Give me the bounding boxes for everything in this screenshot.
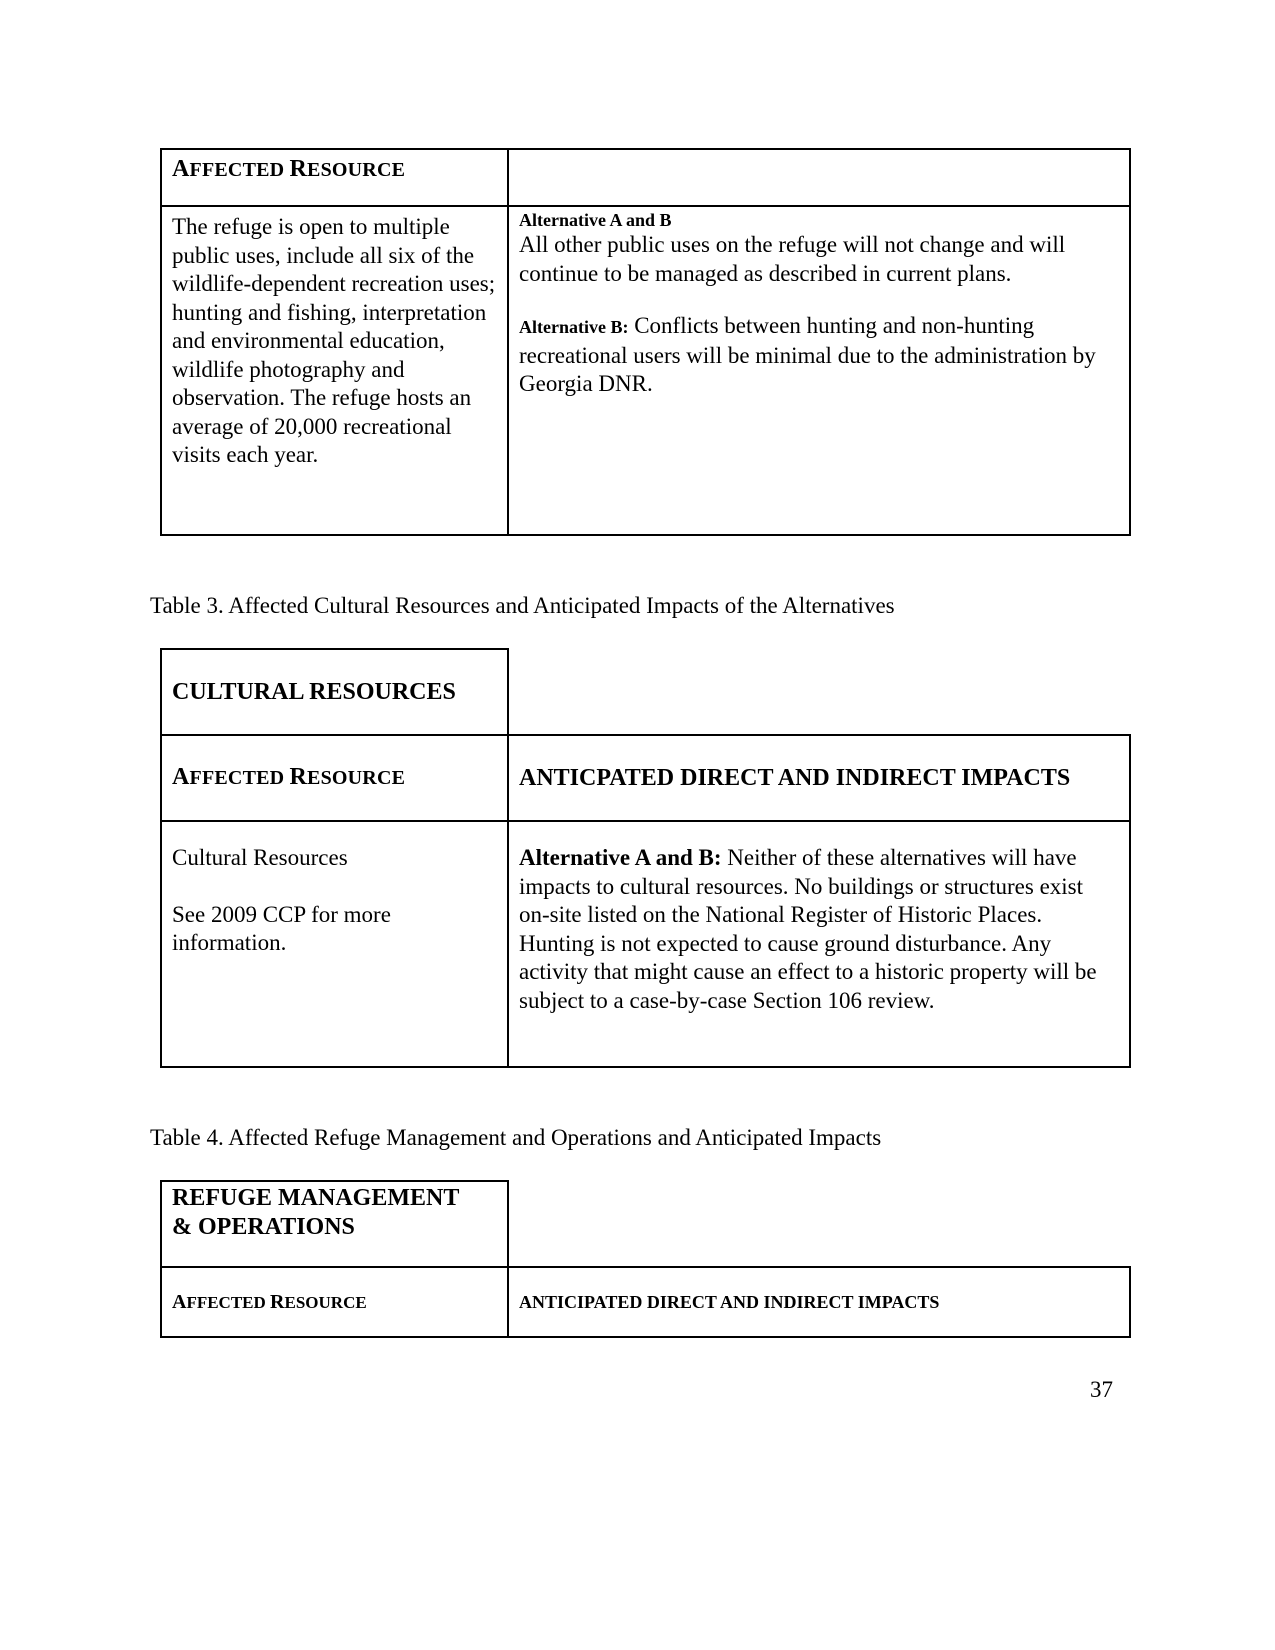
table4-caption: Table 4. Affected Refuge Management and Operations and Anticipated Impacts [150, 1125, 882, 1150]
page-number: 37 [1090, 1377, 1113, 1402]
affected-resource-header: AFFECTED RESOURCE [161, 149, 508, 206]
refuge-management-table [160, 1180, 1131, 1338]
cultural-resources-table [160, 648, 1131, 1068]
impacts-header-empty [508, 149, 1130, 206]
alt-b-paragraph [519, 312, 1119, 399]
cultural-resources-title-cell [161, 649, 508, 735]
alt-b-text: Conflicts between hunting and non-hunting recreational users will be minimal due to the administration by Georgia DNR. [519, 313, 1096, 396]
cultural-impacts-header: ANTICPATED DIRECT AND INDIRECT IMPACTS [508, 735, 1130, 821]
cultural-resources-title: CULTURAL RESOURCES [172, 678, 456, 705]
public-use-resource-cell [161, 206, 508, 535]
cultural-alt-label: Alternative A and B: [519, 845, 722, 870]
affected-resource-header: AFFECTED RESOURCE [161, 1267, 508, 1337]
cultural-title-empty [508, 649, 1130, 735]
affected-resource-header: AFFECTED RESOURCE [161, 735, 508, 821]
alt-ab-text: All other public uses on the refuge will not change and will continue to be managed as described in current plans. [519, 232, 1066, 286]
cultural-impacts-cell [508, 821, 1130, 1067]
cultural-alt-text: Neither of these alternatives will have impacts to cultural resources. No buildings or structures exist on-site listed on the National Register of Historic Places. Hunting is not expected to cause ground disturbance. Any activity that might cause an effect to a historic property will be subject to a case-by-case Section 106 review. [519, 845, 1097, 1013]
alt-ab-label: Alternative A and B [519, 210, 672, 230]
public-use-description: The refuge is open to multiple public uses, include all six of the wildlife-dependent recreation uses; hunting and fishing, interpretation and environmental education, wildlife photography and observation. The refuge hosts an average of 20,000 recreational visits each year. [172, 214, 496, 467]
refuge-management-title: REFUGE MANAGEMENT & OPERATIONS [172, 1185, 459, 1240]
cultural-resource-name: Cultural Resources [172, 845, 348, 870]
refuge-impacts-header: ANTICIPATED DIRECT AND INDIRECT IMPACTS [508, 1267, 1130, 1337]
public-use-impacts-table [160, 148, 1131, 536]
alt-b-label: Alternative B: [519, 317, 629, 337]
refuge-management-title-cell [161, 1181, 508, 1267]
table3-caption: Table 3. Affected Cultural Resources and Anticipated Impacts of the Alternatives [150, 593, 895, 618]
cultural-resource-cell [161, 821, 508, 1067]
cultural-alt-paragraph [519, 844, 1119, 1015]
public-use-impacts-cell [508, 206, 1130, 535]
cultural-resource-note: See 2009 CCP for more information. [172, 901, 391, 955]
refuge-title-empty [508, 1181, 1130, 1267]
